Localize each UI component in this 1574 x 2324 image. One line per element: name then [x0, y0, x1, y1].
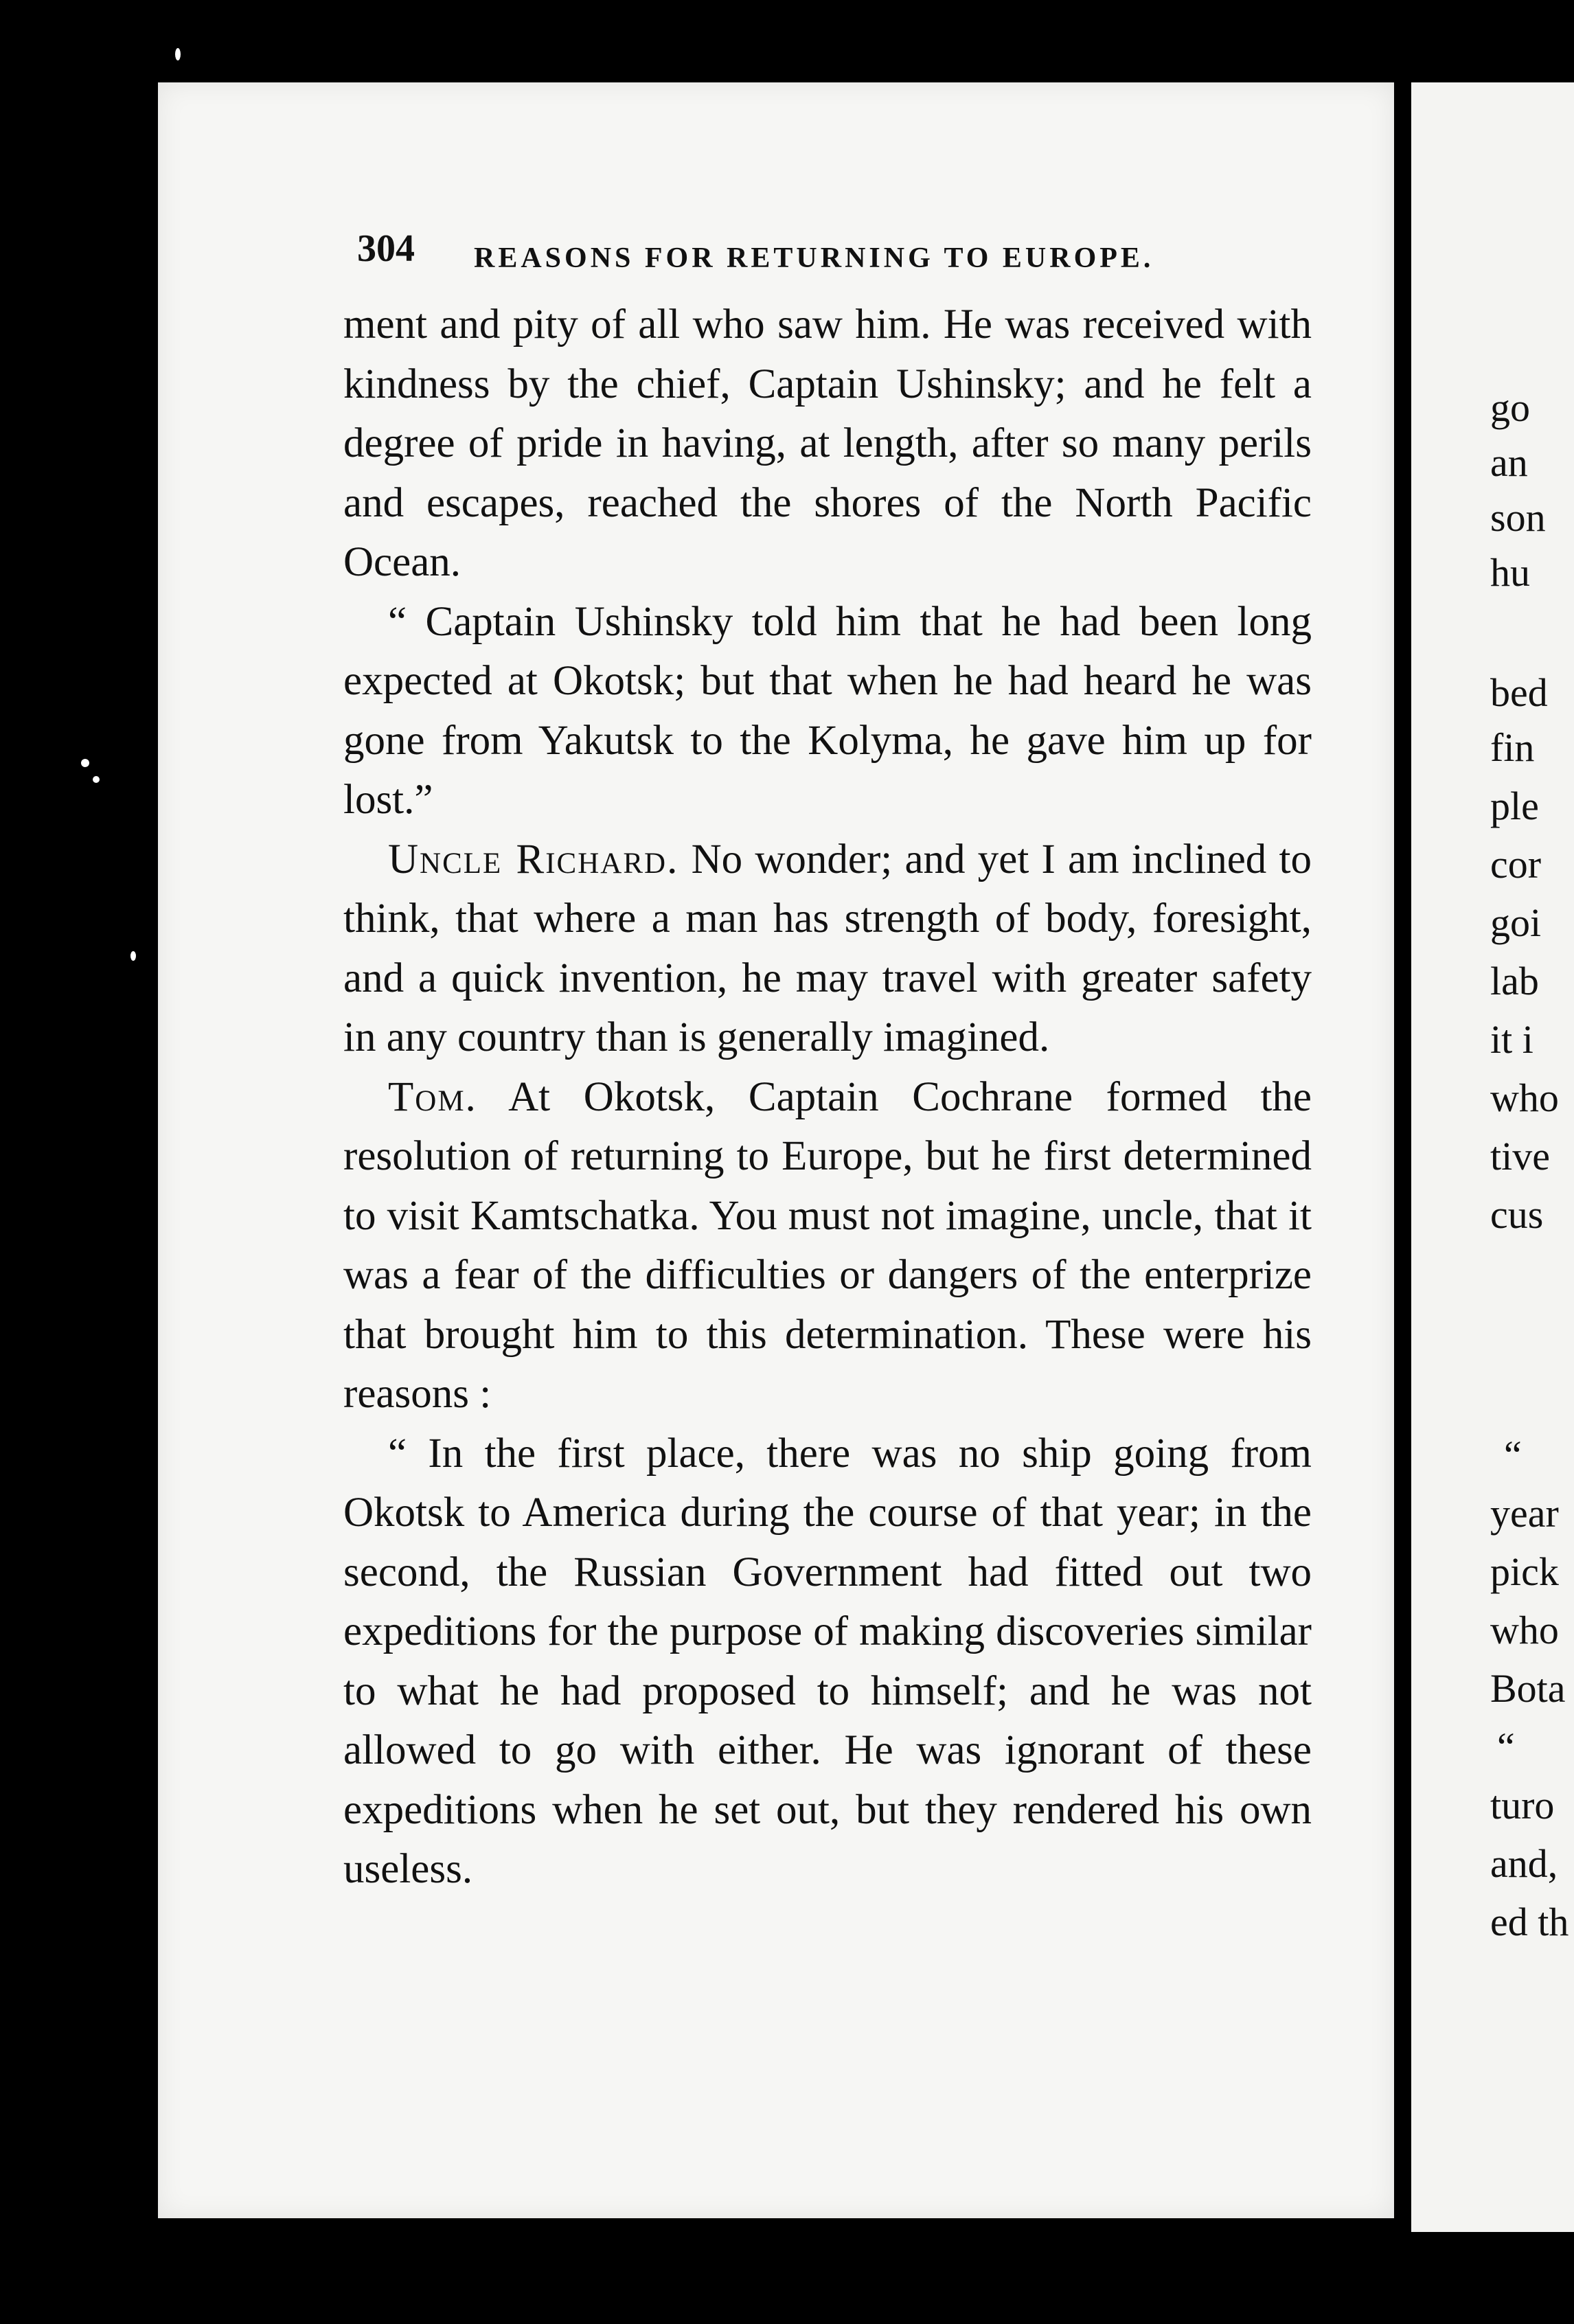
- fragment: and,: [1490, 1841, 1558, 1886]
- fragment: son: [1490, 495, 1546, 540]
- fragment: hu: [1490, 550, 1530, 595]
- speaker-name: Uncle Richard.: [388, 836, 679, 882]
- paragraph-3: [343, 830, 1312, 1068]
- paragraph-2: [343, 593, 1312, 830]
- fragment: ple: [1490, 784, 1539, 828]
- fragment: cor: [1490, 842, 1542, 887]
- paragraph-text: “ Captain Ushinsky told him that he had been long expected at Okotsk; but that when he had heard he was gone from Yakutsk to the Kolyma, he gave him up for lost.”: [343, 598, 1312, 823]
- book-gutter: [1394, 82, 1411, 2232]
- fragment: “: [1497, 1724, 1515, 1769]
- fragment: goi: [1490, 900, 1542, 945]
- running-title: REASONS FOR RETURNING TO EUROPE.: [474, 242, 1154, 274]
- page-number: 304: [357, 227, 415, 270]
- fragment: tive: [1490, 1134, 1550, 1178]
- fragment: bed: [1490, 670, 1548, 715]
- fragment: cus: [1490, 1192, 1544, 1237]
- paragraph-1: [343, 295, 1312, 593]
- paragraph-text: “ In the first place, there was no ship going from Okotsk to America during the course of that year; in the second, the Russian Government had fitted out two expeditions for the purpose of making discoveries similar to what he had proposed to himself; and he was not allowed to go with either. He was ignorant of these expeditions when he set out, but they rendered his own useless.: [343, 1430, 1312, 1892]
- speck: [175, 48, 181, 60]
- fragment: who: [1490, 1608, 1559, 1652]
- speck: [81, 759, 89, 767]
- fragment: it i: [1490, 1017, 1533, 1062]
- fragment: an: [1490, 440, 1528, 485]
- paragraph-5: [343, 1424, 1312, 1900]
- fragment: year: [1490, 1491, 1559, 1536]
- paragraph-text: At Okotsk, Captain Cochrane formed the resolution of returning to Europe, but he first determined to visit Kamtschatka. You must not imagine, uncle, that it was a fear of the difficulties or dangers of the enterprize that brought him to this determination. These were his reasons :: [343, 1073, 1312, 1417]
- fragment: go: [1490, 385, 1530, 430]
- fragment: fin: [1490, 725, 1535, 770]
- fragment: Bota: [1490, 1666, 1566, 1711]
- fragment: lab: [1490, 959, 1539, 1003]
- page-body: [343, 295, 1312, 1900]
- speck: [93, 776, 100, 783]
- paragraph-text: No wonder; and yet I am inclined to think, that where a man has strength of body, foresight, and a quick invention, he may travel with greater safety in any country than is generally imagined.: [343, 836, 1312, 1060]
- speaker-name: Tom.: [388, 1073, 477, 1120]
- fragment: turo: [1490, 1783, 1555, 1827]
- paragraph-4: [343, 1068, 1312, 1424]
- fragment: pick: [1490, 1549, 1559, 1594]
- fragment: ed th: [1490, 1900, 1569, 1944]
- speck: [130, 951, 136, 961]
- fragment: “: [1504, 1433, 1522, 1477]
- paragraph-text: ment and pity of all who saw him. He was received with kindness by the chief, Captain Ushinsky; and he felt a degree of pride in having, at length, after so many perils and escapes, reached the shores of the North Pacific Ocean.: [343, 301, 1312, 585]
- fragment: who: [1490, 1075, 1559, 1120]
